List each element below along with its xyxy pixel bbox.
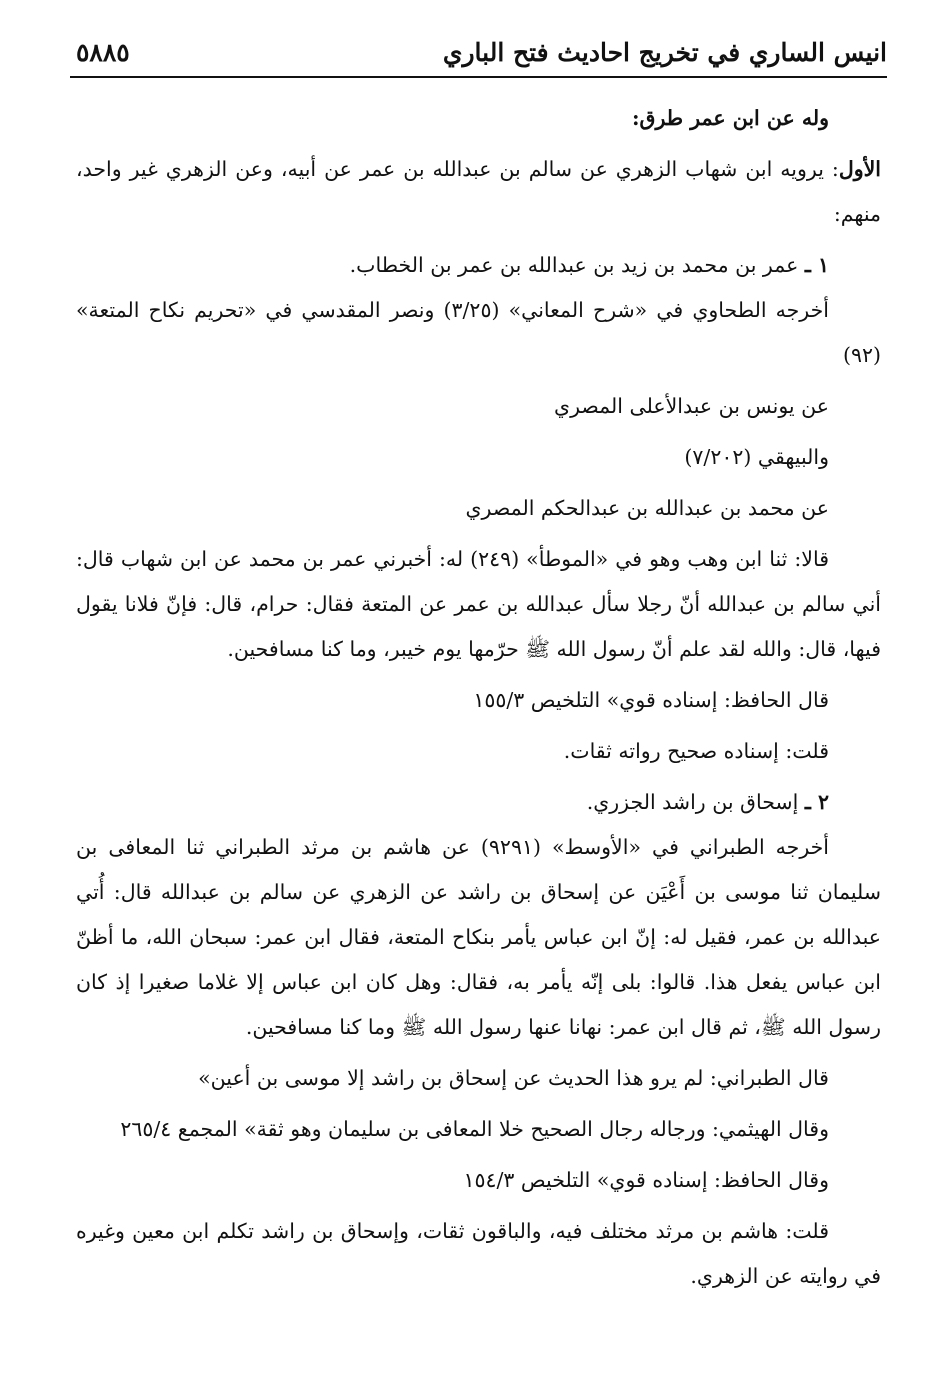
line-hafiz-1: قال الحافظ: إسناده قوي» التلخيص ١٥٥/٣ — [473, 688, 829, 712]
first-label: الأول — [838, 157, 881, 181]
item-2-number: ٢ ـ — [804, 790, 829, 814]
paragraph-hadith-1: قالا: ثنا ابن وهب وهو في «الموطأ» (٢٤٩) له: أخبرني عمر بن محمد عن ابن شهاب قال: أني سالم بن عبدالله أنّ رجلا سأل عبدالله بن عمر عن المتعة فقال: حرام، قال: فإنّ فلانا يقول فيها، قال: والله لقد علم أنّ رسول الله ﷺ حرّمها يوم خيبر، وما كنا مسافحين. — [76, 547, 881, 661]
item-2-heading — [76, 780, 881, 825]
first-text: : يرويه ابن شهاب الزهري عن سالم بن عبدالله بن عمر عن أبيه، وعن الزهري غير واحد، منهم: — [76, 157, 881, 226]
item-2-title: إسحاق بن راشد الجزري. — [586, 790, 805, 814]
line-haythami: وقال الهيثمي: ورجاله رجال الصحيح خلا المعافى بن سليمان وهو ثقة» المجمع ٢٦٥/٤ — [120, 1117, 829, 1141]
paragraph-hadith-2: أخرجه الطبراني في «الأوسط» (٩٢٩١) عن هاشم بن مرثد الطبراني ثنا المعافى بن سليمان ثنا موسى بن أَعْيَن عن إسحاق بن راشد عن الزهري عن سالم بن عبدالله قال: أُتي عبدالله بن عمر، فقيل له: إنّ ابن عباس يأمر بنكاح المتعة، فقال ابن عمر: سبحان الله، ما أظنّ ابن عباس يفعل هذا. قالوا: بلى إنّه يأمر به، فقال: وهل كان ابن عباس إلا غلاما صغيرا إذ كان رسول الله ﷺ، ثم قال ابن عمر: نهانا عنها رسول الله ﷺ وما كنا مسافحين. — [76, 835, 881, 1039]
line-bayhaqi: والبيهقي (٧/٢٠٢) — [684, 445, 829, 469]
line-tabarani-comment: قال الطبراني: لم يرو هذا الحديث عن إسحاق بن راشد إلا موسى بن أعين» — [198, 1066, 829, 1090]
item-1-title: عمر بن محمد بن زيد بن عبدالله بن عمر بن الخطاب. — [349, 253, 805, 277]
line-grading-2: قلت: هاشم بن مرثد مختلف فيه، والباقون ثقات، وإسحاق بن راشد تكلم ابن معين وغيره في روايته عن الزهري. — [76, 1219, 881, 1288]
page-body — [76, 96, 881, 1299]
page-number: ٥٨٨٥ — [76, 38, 130, 67]
paragraph-first-path — [76, 147, 881, 237]
paragraph-takhrij-1: أخرجه الطحاوي في «شرح المعاني» (٣/٢٥) ونصر المقدسي في «تحريم نكاح المتعة» (٩٢) — [76, 298, 881, 367]
section-heading: وله عن ابن عمر طرق: — [631, 106, 829, 130]
line-chain-1: عن يونس بن عبدالأعلى المصري — [554, 394, 829, 418]
item-1-heading — [76, 243, 881, 288]
line-grading-1: قلت: إسناده صحيح رواته ثقات. — [563, 739, 829, 763]
line-chain-2: عن محمد بن عبدالله بن عبدالحكم المصري — [465, 496, 829, 520]
running-header — [70, 32, 887, 78]
book-title: انيس الساري في تخريج احاديث فتح الباري — [442, 38, 887, 67]
line-hafiz-2: وقال الحافظ: إسناده قوي» التلخيص ١٥٤/٣ — [463, 1168, 829, 1192]
item-1-number: ١ ـ — [804, 253, 829, 277]
